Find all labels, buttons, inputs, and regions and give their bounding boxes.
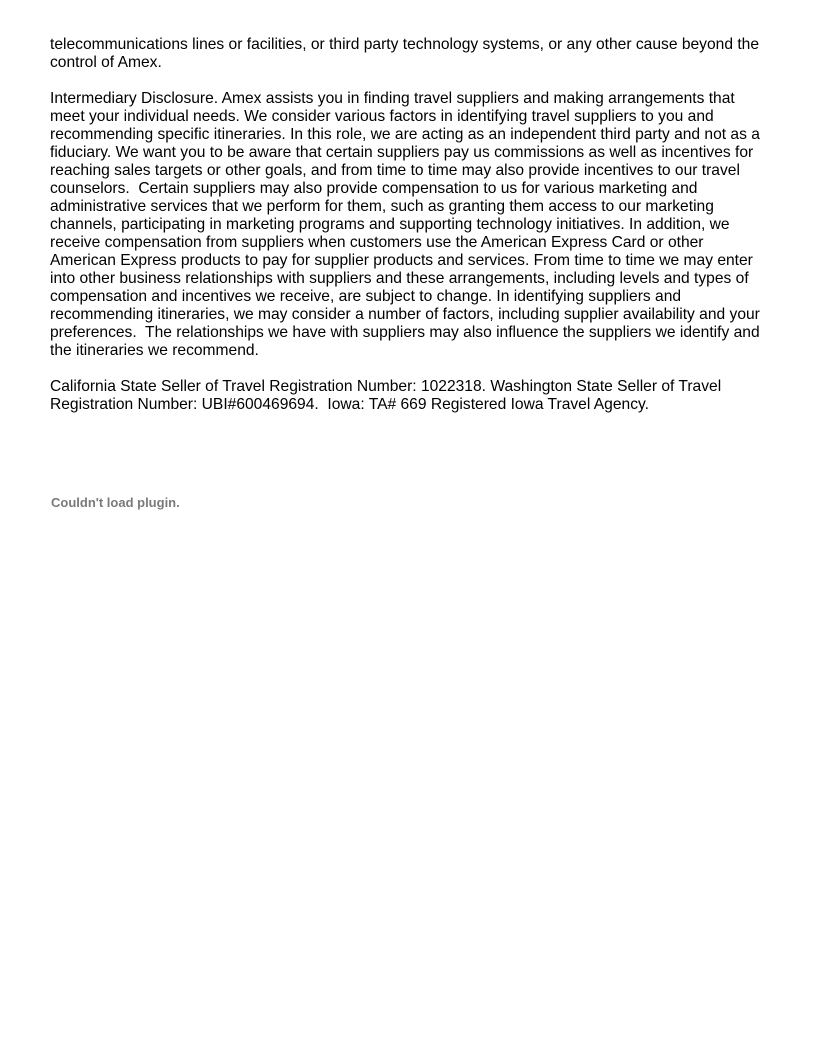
document-body <box>50 36 770 432</box>
paragraph-liability-continuation: telecommunications lines or facilities, or third party technology systems, or any other cause beyond the control of Amex. <box>50 36 764 71</box>
plugin-error-message: Couldn't load plugin. <box>51 495 180 510</box>
paragraph-registration-numbers: California State Seller of Travel Registration Number: 1022318. Washington State Seller of Travel Registration Number: UBI#600469694. Iowa: TA# 669 Registered Iowa Travel Agency. <box>50 378 726 413</box>
paragraph-intermediary-disclosure: Intermediary Disclosure. Amex assists you in finding travel suppliers and making arrangements that meet your individual needs. We consider various factors in identifying travel suppliers to you and recommending specific itineraries. In this role, we are acting as an independent third party and not as a fiduciary. We want you to be aware that certain suppliers pay us commissions as well as incentives for reaching sales targets or other goals, and from time to time may also provide incentives to our travel counselors. Certain suppliers may also provide compensation to us for various marketing and administrative services that we perform for them, such as granting them access to our marketing channels, participating in marketing programs and supporting technology initiatives. In addition, we receive compensation from suppliers when customers use the American Express Card or other American Express products to pay for supplier products and services. From time to time we may enter into other business relationships with suppliers and these arrangements, including levels and types of compensation and incentives we receive, are subject to change. In identifying suppliers and recommending itineraries, we may consider a number of factors, including supplier availability and your preferences. The relationships we have with suppliers may also influence the suppliers we identify and the itineraries we recommend. <box>50 90 765 359</box>
